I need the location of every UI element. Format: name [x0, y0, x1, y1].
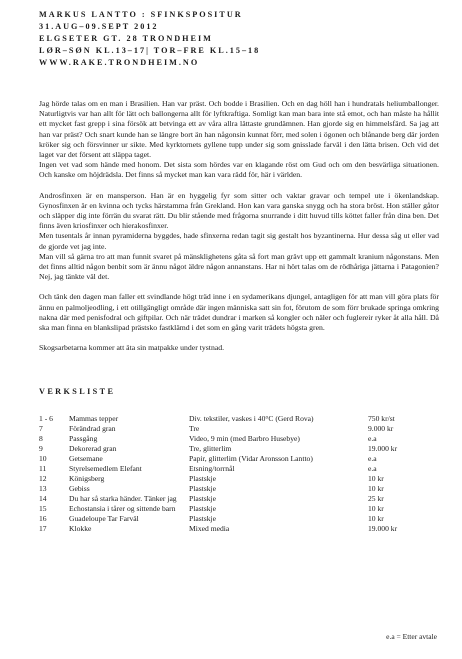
work-title: Styrelsemedlem Elefant [69, 464, 142, 474]
work-price: 10 kr [368, 504, 384, 514]
work-number: 17 [39, 524, 47, 534]
essay-paragraph: Jag hörde talas om en man i Brasilien. Han var präst. Och bodde i Brasilien. Och en dag höll han i hundratals heliumballonger. Naturligtvis var han allt för lätt och ballongerna allt för lyftkraftiga. Somligt kan man bara inte stå emot, och han måste ha hållit ett mycket fast grepp i sina försök att betvinga ett av våra allra lättaste grundämnen. Han gjorde sig en himmelsfärd. Sa jag att han var präst? Och snart kunde han se längre bort än han någonsin kunnat förr, med solen i ögonen och blånande berg där jorden kröker sig och försvinner ur sikte. Med kyrktornets gyllene tupp under sig som gnisslade farväl i den lätta brisen. Och vid det laget var det försent att släppa taget. [39, 99, 439, 160]
works-list-row [39, 494, 428, 504]
work-technique: Div. tekstiler, vaskes i 40°C (Gerd Rova) [189, 414, 314, 424]
works-list-body [39, 414, 428, 534]
work-title: Guadeloupe Tar Farväl [69, 514, 139, 524]
work-technique: Plastskje [189, 484, 217, 494]
work-title: Passgång [69, 434, 98, 444]
work-technique: Plastskje [189, 494, 217, 504]
work-title: Königsberg [69, 474, 105, 484]
work-number: 11 [39, 464, 47, 474]
work-number: 16 [39, 514, 47, 524]
works-list-row [39, 514, 428, 524]
paragraph-spacer [39, 181, 439, 191]
price-footnote: e.a = Etter avtale [386, 632, 437, 641]
work-number: 9 [39, 444, 43, 454]
works-list-row [39, 474, 428, 484]
works-list-row [39, 434, 428, 444]
work-number: 7 [39, 424, 43, 434]
header-line-hours: LØR–SØN KL.13–17| TOR–FRE KL.15–18 [39, 46, 261, 55]
header-line-dates: 31.AUG–09.SEPT 2012 [39, 22, 159, 31]
header-line-artist-title: MARKUS LANTTO : SFINKSPOSITUR [39, 10, 243, 19]
work-price: 10 kr [368, 514, 384, 524]
work-title: Mammas tepper [69, 414, 119, 424]
work-technique: Video, 9 min (med Barbro Husebye) [189, 434, 300, 444]
header-line-address: ELGSETER GT. 28 TRONDHEIM [39, 34, 213, 43]
work-title: Förändrad gran [69, 424, 116, 434]
works-list-row [39, 444, 428, 454]
work-price: 10 kr [368, 484, 384, 494]
work-number: 1 - 6 [39, 414, 53, 424]
essay-text [39, 99, 439, 353]
work-title: Dekorerad gran [69, 444, 117, 454]
essay-paragraph: Skogsarbetarna kommer att äta sin matpakke under tystnad. [39, 343, 225, 353]
document-page [39, 9, 439, 534]
work-number: 13 [39, 484, 47, 494]
work-number: 14 [39, 494, 47, 504]
work-price: e.a [368, 434, 377, 444]
exhibition-header [39, 9, 439, 69]
work-title: Du har så starka händer. Tänker jag [69, 494, 177, 504]
header-line-website: WWW.RAKE.TRONDHEIM.NO [39, 58, 200, 67]
works-list-row [39, 524, 428, 534]
work-price: e.a [368, 464, 377, 474]
work-price: e.a [368, 454, 377, 464]
work-number: 10 [39, 454, 47, 464]
work-title: Echostansia i tårer og sittende barn [69, 504, 176, 514]
work-price: 750 kr/st [368, 414, 395, 424]
works-list-row [39, 464, 428, 474]
paragraph-spacer [39, 282, 439, 292]
work-technique: Plastskje [189, 474, 217, 484]
essay-paragraph: Androsfinxen är en mansperson. Han är en hyggelig fyr som sitter och vaktar gravar och tempel ute i ökenlandskap. Gynosfinxen är en kvinna och tycks härstamma från Grekland. Hon kan vara ganska snygg och ha stora bröst. Hon ställer gåtor och släpper dig inte förrän du svarat rätt. Du blir stående med frågorna snurrande i ditt huvud tills köttet faller från dina ben. Det finns även kriosfinxer och hierakosfinxer. [39, 190, 439, 231]
works-list-table [39, 414, 428, 534]
work-price: 10 kr [368, 474, 384, 484]
work-technique: Papir, glitterlim (Vidar Aronsson Lantto) [189, 454, 313, 464]
works-list-row [39, 454, 428, 464]
essay-paragraph: Man vill så gärna tro att man funnit svaret på mänsklighetens gåta så fort man grävt upp ett gammalt kranium någonstans. Men det finns alltid någon benbit som är ännu något äldre någon annanstans. Har ni hört talas om de rödhåriga jättarna i Patagonien? Nej, jag tänkte väl det. [39, 251, 439, 282]
works-list-title: VERKSLISTE [39, 387, 116, 397]
work-technique: Etsning/torrnål [189, 464, 235, 474]
works-list-row [39, 504, 428, 514]
work-price: 19.000 kr [368, 444, 398, 454]
work-number: 8 [39, 434, 43, 444]
work-title: Getsemane [69, 454, 103, 464]
work-title: Gebiss [69, 484, 90, 494]
work-title: Klokke [69, 524, 92, 534]
essay-paragraph: Och tänk den dagen man faller ett svindlande högt träd inne i en sydamerikans djungel, antagligen för att man vill göra plats för ännu en palmoljeodling, i ett otillgängligt område där ingen människa satt sin fot, förutom de som förr brukade springa omkring nakna där med penisfodral och giftpilar. Och när trädet dundrar i marken så kongler och näler och fuglereir ryker åt alla håll. Då ska man finna en blankslipad prästsko fastklämd i det som en gång varit trädets högsta gren. [39, 292, 439, 333]
work-technique: Tre, glitterlim [189, 444, 232, 454]
work-number: 12 [39, 474, 47, 484]
essay-paragraph: Men tusentals år innan pyramiderna byggdes, hade sfinxerna redan tagit sig gestalt hos byzantinerna. Hur dessa såg ut eller vad de gjorde vet jag inte. [39, 231, 439, 251]
essay-paragraph: Ingen vet vad som hände med honom. Det sista som hördes var en klagande röst om Gud och om den besvärliga situationen. Och kanske om höjdrädsla. Det finns så mycket man kan vara rädd för, här i världen. [39, 160, 439, 180]
work-technique: Tre [189, 424, 200, 434]
work-price: 25 kr [368, 494, 384, 504]
works-list-row [39, 414, 428, 424]
work-technique: Mixed media [189, 524, 230, 534]
work-price: 19.000 kr [368, 524, 398, 534]
works-list-row [39, 424, 428, 434]
work-price: 9.000 kr [368, 424, 394, 434]
paragraph-spacer [39, 333, 439, 343]
work-technique: Plastskje [189, 514, 217, 524]
works-list-row [39, 484, 428, 494]
work-technique: Plastskje [189, 504, 217, 514]
work-number: 15 [39, 504, 47, 514]
